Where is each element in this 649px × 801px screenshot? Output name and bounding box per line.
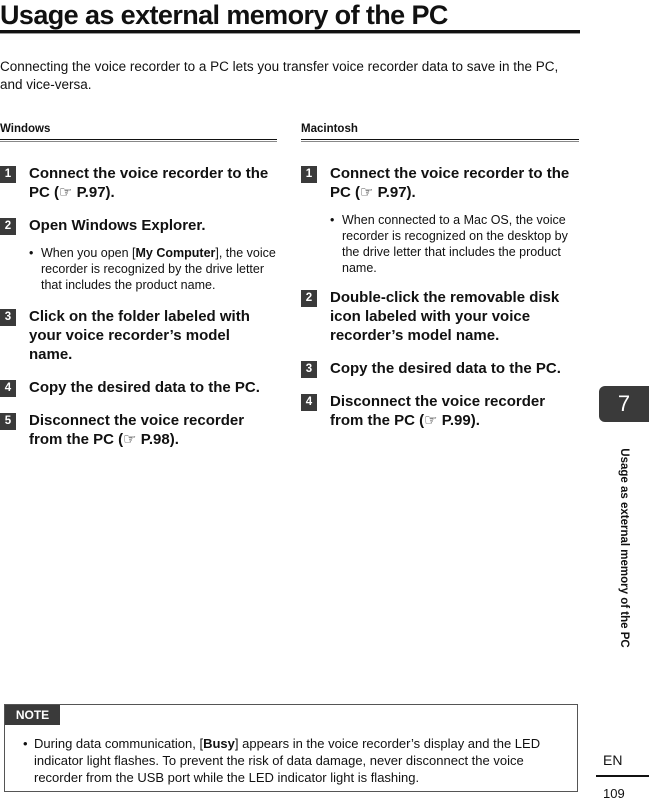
intro-paragraph: Connecting the voice recorder to a PC lets you transfer voice recorder data to save in the PC, and vice-versa. — [0, 59, 559, 92]
page-number: 109 — [603, 786, 625, 801]
mac-step-3 — [301, 359, 579, 378]
step-text: Connect the voice recorder to the PC (☞ P.97). — [330, 165, 570, 201]
windows-heading: Windows — [0, 120, 277, 140]
title-rule-light — [0, 33, 580, 34]
windows-step-2 — [0, 216, 277, 293]
step-number: 5 — [0, 413, 16, 430]
chapter-side-label: Usage as external memory of the PC — [618, 448, 630, 648]
bullet-text: When you open [ — [41, 246, 136, 260]
step-number: 4 — [301, 394, 317, 411]
step-text: Copy the desired data to the PC. — [29, 379, 260, 396]
mac-step-4 — [301, 392, 579, 430]
step-text: Click on the folder labeled with your voice recorder’s model name. — [29, 308, 250, 363]
mac-step-2 — [301, 288, 579, 345]
note-text-part: ] appears in the voice recorder’s display and the LED indicator light flashes. To prevent the risk of data damage, never disconnect the voice recorder from the USB port while the LED indicator light is flashing. — [34, 736, 541, 785]
step-number: 2 — [301, 290, 317, 307]
chapter-tab: 7 — [599, 386, 649, 422]
note-label: NOTE — [5, 705, 60, 725]
windows-column — [0, 120, 277, 449]
step-bullet — [29, 245, 277, 293]
step-number: 4 — [0, 380, 16, 397]
windows-step-1 — [0, 164, 277, 202]
step-number: 3 — [301, 361, 317, 378]
step-text: Connect the voice recorder to the PC (☞ P.97). — [29, 165, 269, 201]
mac-heading-rule — [301, 141, 579, 142]
windows-heading-rule — [0, 141, 277, 142]
step-text: Disconnect the voice recorder from the PC (☞ P.99). — [330, 393, 546, 429]
step-text: Copy the desired data to the PC. — [330, 360, 561, 377]
windows-step-3 — [0, 307, 277, 364]
mac-heading: Macintosh — [301, 120, 579, 140]
bullet-bold-text: My Computer — [135, 246, 216, 260]
language-label: EN — [603, 752, 623, 768]
step-text: Double-click the removable disk icon labeled with your voice recorder’s model name. — [330, 289, 560, 344]
page-title: Usage as external memory of the PC — [0, 0, 448, 30]
step-text: Disconnect the voice recorder from the PC (☞ P.98). — [29, 412, 245, 448]
note-text — [23, 735, 563, 786]
step-text: Open Windows Explorer. — [29, 217, 206, 234]
mac-step-1 — [301, 164, 579, 276]
step-number: 1 — [0, 166, 16, 183]
step-bullet: • When connected to a Mac OS, the voice recorder is recognized on the desktop by the drive letter that includes the product name. — [330, 212, 579, 276]
note-text-part: During data communication, [ — [34, 736, 204, 751]
bullet-text: ], the voice recorder is recognized by the drive letter that includes the product name. — [41, 246, 276, 292]
footer-rule — [596, 775, 649, 777]
note-box — [4, 704, 578, 792]
step-number: 3 — [0, 309, 16, 326]
windows-step-4 — [0, 378, 277, 397]
mac-column — [301, 120, 579, 430]
step-number: 1 — [301, 166, 317, 183]
step-number: 2 — [0, 218, 16, 235]
note-bold-text: Busy — [203, 736, 235, 751]
windows-step-5 — [0, 411, 277, 449]
